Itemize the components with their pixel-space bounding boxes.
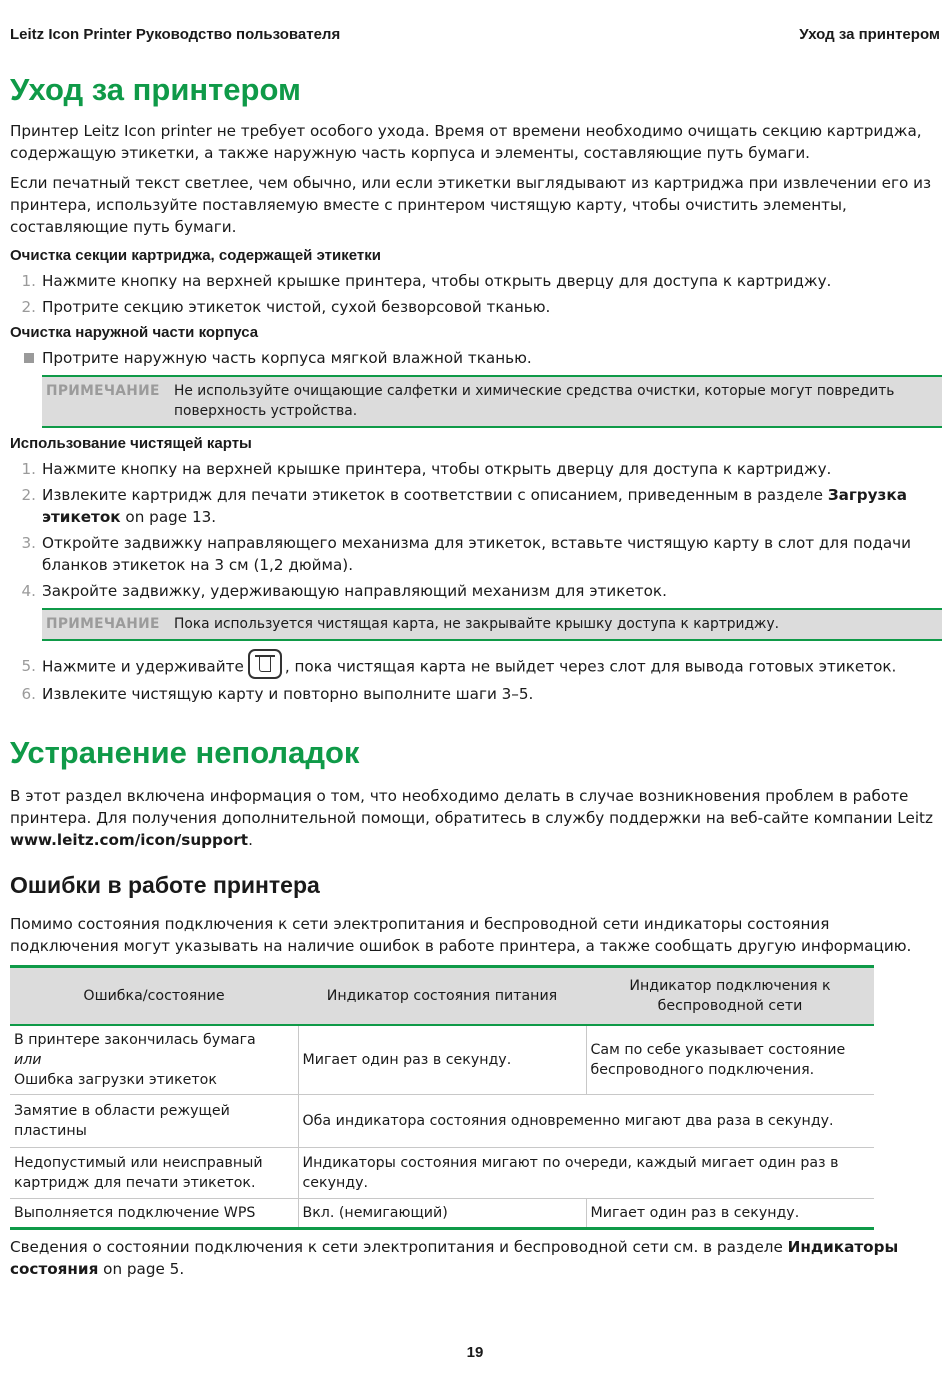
troubleshooting-heading: Устранение неполадок — [10, 735, 360, 770]
page-content — [10, 72, 942, 1280]
step-text-part: , пока чистящая карта не выйдет через слот для вывода готовых этикеток. — [284, 657, 897, 676]
step-number: 6. — [21, 685, 36, 703]
list-item — [10, 296, 942, 318]
step-text-part: Извлеките картридж для печати этикеток в соответствии с описанием, приведенным в разделе — [42, 486, 828, 504]
cartridge-steps-list — [10, 270, 942, 318]
table-row — [10, 1198, 874, 1228]
paragraph-text: В этот раздел включена информация о том, что необходимо делать в случае возникновения проблем в работе принтера. Для получения дополнительной помощи, обратитесь в службу поддержки на веб-сайте компании Leitz — [10, 787, 933, 827]
note-box — [42, 608, 942, 641]
housing-list — [10, 347, 942, 369]
table-cell: Индикаторы состояния мигают по очереди, каждый мигает один раз в секунду. — [298, 1147, 874, 1198]
step-number: 2. — [21, 486, 36, 504]
table-cell: Мигает один раз в секунду. — [586, 1198, 874, 1228]
step-text: Извлеките чистящую карту и повторно выполните шаги 3–5. — [42, 685, 534, 703]
step-text: Закройте задвижку, удерживающую направляющий механизм для этикеток. — [42, 582, 667, 600]
bullet-text: Протрите наружную часть корпуса мягкой влажной тканью. — [42, 349, 532, 367]
note-text: Пока используется чистящая карта, не закрывайте крышку доступа к картриджу. — [174, 616, 780, 632]
list-item — [10, 532, 942, 576]
step-number: 2. — [21, 298, 36, 316]
table-row — [10, 1025, 874, 1095]
paragraph-text: on page 5. — [98, 1259, 185, 1278]
care-intro-paragraph: Принтер Leitz Icon printer не требует особого ухода. Время от времени необходимо очищать секцию картриджа, содержащую этикетки, а также наружную часть корпуса и элементы, составляющие путь бумаги. — [10, 122, 922, 162]
table-cell — [10, 1025, 298, 1095]
status-indicators-link[interactable]: Индикаторы состояния — [10, 1237, 899, 1278]
printer-errors-heading: Ошибки в работе принтера — [10, 872, 320, 898]
list-item — [10, 484, 942, 528]
step-text: Протрите секцию этикеток чистой, сухой безворсовой тканью. — [42, 298, 551, 316]
step-text-part: Нажмите и удерживайте — [42, 657, 244, 676]
status-reference-paragraph — [10, 1236, 942, 1280]
list-item — [10, 347, 942, 369]
note-box — [42, 375, 942, 428]
printer-errors-paragraph: Помимо состояния подключения к сети электропитания и беспроводной сети индикаторы состояния подключения могут указывать на наличие ошибок в работе принтера, а также сообщать другую информацию. — [10, 915, 912, 955]
cleaning-card-heading: Использование чистящей карты — [10, 435, 252, 452]
paragraph-text: Сведения о состоянии подключения к сети электропитания и беспроводной сети см. в разделе — [10, 1237, 788, 1256]
step-text — [42, 484, 942, 528]
table-row — [10, 1094, 874, 1147]
list-item — [10, 458, 942, 480]
square-bullet-icon — [10, 347, 42, 369]
step-text: Нажмите кнопку на верхней крышке принтера, чтобы открыть дверцу для доступа к картриджу. — [42, 272, 832, 290]
list-item — [10, 655, 942, 679]
housing-section-heading: Очистка наружной части корпуса — [10, 324, 259, 341]
care-cleaning-card-paragraph: Если печатный текст светлее, чем обычно, или если этикетки выглядывают из картриджа при извлечении его из принтера, используйте поставляемую вместе с принтером чистящую карту, чтобы очистить элементы, составляющие путь бумаги. — [10, 174, 932, 236]
table-cell: Сам по себе указывает состояние беспроводного подключения. — [586, 1025, 874, 1095]
note-label: ПРИМЕЧАНИЕ — [46, 383, 160, 399]
column-header: Индикатор подключения к беспроводной сети — [586, 967, 874, 1025]
cleaning-card-steps-list — [10, 458, 942, 602]
step-text: Нажмите кнопку на верхней крышке принтера, чтобы открыть дверцу для доступа к картриджу. — [42, 460, 832, 478]
step-number: 5. — [21, 657, 36, 675]
step-text: Откройте задвижку направляющего механизма для этикеток, вставьте чистящую карту в слот для подачи бланков этикеток на 3 см (1,2 дюйма). — [42, 534, 911, 574]
note-label: ПРИМЕЧАНИЕ — [46, 616, 160, 632]
running-header-section: Уход за принтером — [799, 26, 940, 43]
table-cell: Мигает один раз в секунду. — [298, 1025, 586, 1095]
step-text-part: on page 13. — [120, 508, 217, 526]
table-cell: Оба индикатора состояния одновременно мигают два раза в секунду. — [298, 1094, 874, 1147]
troubleshooting-paragraph — [10, 785, 942, 851]
list-item — [10, 270, 942, 292]
list-item — [10, 580, 942, 602]
cell-line: Ошибка загрузки этикеток — [14, 1071, 217, 1088]
cartridge-section-heading: Очистка секции картриджа, содержащей этикетки — [10, 247, 381, 264]
cleaning-card-steps-list-continued — [10, 655, 942, 705]
care-heading: Уход за принтером — [10, 72, 301, 107]
table-row — [10, 1147, 874, 1198]
load-labels-link[interactable]: Загрузка этикеток — [42, 486, 907, 526]
page-number: 19 — [466, 1344, 484, 1361]
cell-line: В принтере закончилась бумага — [14, 1031, 256, 1048]
note-text: Не используйте очищающие салфетки и химические средства очистки, которые могут повредить поверхность устройства. — [174, 383, 895, 419]
table-cell: Замятие в области режущей пластины — [10, 1094, 298, 1147]
table-cell: Недопустимый или неисправный картридж для печати этикеток. — [10, 1147, 298, 1198]
step-number: 1. — [21, 460, 36, 478]
table-cell: Выполняется подключение WPS — [10, 1198, 298, 1228]
support-link[interactable]: www.leitz.com/icon/support — [10, 831, 249, 849]
cell-line: или — [14, 1051, 42, 1068]
step-number: 1. — [21, 272, 36, 290]
step-number: 3. — [21, 534, 36, 552]
running-header-title: Leitz Icon Printer Руководство пользователя — [10, 26, 341, 43]
list-item — [10, 683, 942, 705]
status-table — [10, 965, 874, 1230]
step-text — [42, 655, 942, 679]
column-header: Индикатор состояния питания — [298, 967, 586, 1025]
paragraph-text: . — [248, 831, 253, 849]
table-cell: Вкл. (немигающий) — [298, 1198, 586, 1228]
table-header-row — [10, 967, 874, 1025]
column-header: Ошибка/состояние — [10, 967, 298, 1025]
step-number: 4. — [21, 582, 36, 600]
feed-button-icon — [248, 649, 282, 679]
